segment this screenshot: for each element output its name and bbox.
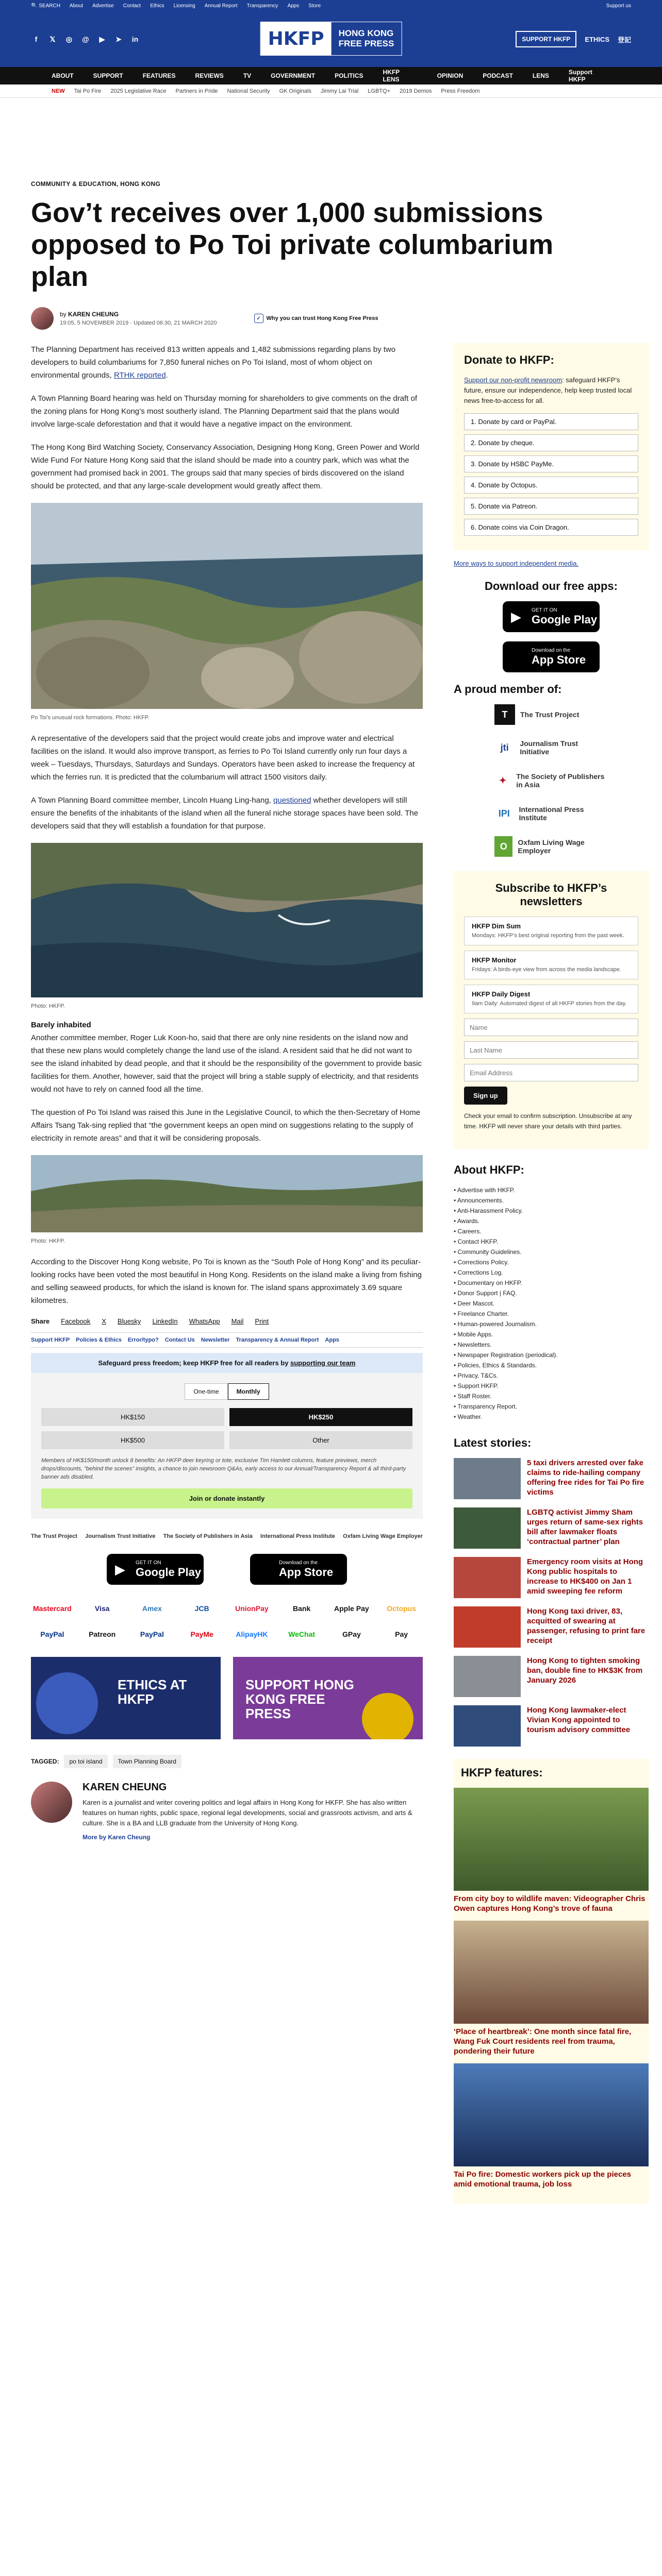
trending-link[interactable]: 2025 Legislative Race	[110, 88, 167, 94]
store-small-text: Download on the	[279, 1560, 318, 1566]
about-link[interactable]: • Freelance Charter.	[454, 1309, 649, 1319]
share-x[interactable]: X	[102, 1317, 106, 1325]
support-button[interactable]: SUPPORT HKFP	[516, 31, 576, 47]
amount-option[interactable]: HK$500	[41, 1431, 224, 1449]
payment-logo: Bank	[293, 1604, 311, 1613]
top-link[interactable]: Licensing	[173, 3, 195, 9]
feature-story[interactable]	[454, 1788, 649, 1913]
logo-text	[332, 22, 402, 55]
amount-option-selected[interactable]: HK$250	[229, 1408, 412, 1426]
trust-link[interactable]	[254, 314, 378, 323]
more-ways-link[interactable]: More ways to support independent media.	[454, 560, 579, 567]
about-link[interactable]: • Staff Roster.	[454, 1391, 649, 1401]
newsletter-option[interactable]	[464, 917, 638, 945]
feature-story[interactable]	[454, 2063, 649, 2189]
top-utility-bar	[0, 0, 662, 11]
page-content	[0, 180, 662, 2213]
coast-image	[31, 843, 423, 997]
safeguard-banner	[31, 1353, 423, 1373]
telegram-icon[interactable]: ➤	[115, 35, 122, 43]
trust-icon: ✓	[254, 314, 263, 323]
about-link[interactable]: • Community Guidelines.	[454, 1247, 649, 1257]
about-link[interactable]: • Deer Mascot.	[454, 1298, 649, 1309]
last-name-input[interactable]	[464, 1041, 638, 1059]
payment-logo: PayPal	[40, 1630, 64, 1638]
footer-link[interactable]: Transparency & Annual Report	[236, 1337, 319, 1343]
footer-link[interactable]: Contact Us	[164, 1337, 195, 1343]
paragraph-text: whether developers will still ensure the benefits of the inhabitants of the island when all the funeral niche storage spaces have been sold. The developers said that they will establish a foundation for that purpose.	[31, 796, 419, 831]
nav-item[interactable]: OPINION	[437, 72, 464, 79]
newsletter-note: Check your email to confirm subscription. Unsubscribe at any time. HKFP will never share your details with third parties.	[464, 1112, 632, 1130]
byline	[31, 307, 631, 330]
member-name: The Society of Publishers in Asia	[516, 772, 605, 789]
tags-row	[31, 1755, 423, 1768]
latest-title: Latest stories:	[454, 1436, 532, 1449]
about-link[interactable]: • Newsletters.	[454, 1340, 649, 1350]
google-play-icon: ▶	[115, 1562, 125, 1577]
about-title: About HKFP:	[454, 1163, 524, 1176]
share-mail[interactable]: Mail	[231, 1317, 244, 1325]
jti-icon: jti	[500, 742, 509, 753]
ipi-icon: IPI	[498, 808, 510, 819]
language-link[interactable]: 登記	[617, 36, 631, 44]
trending-link[interactable]: Tai Po Fire	[74, 88, 102, 94]
member-logos-row	[31, 1533, 423, 1539]
newsletter-option[interactable]	[464, 985, 638, 1013]
logo-oxfam[interactable]: Oxfam Living Wage Employer	[343, 1533, 423, 1539]
footer-link[interactable]: Error/typo?	[127, 1337, 159, 1343]
logo-ipi[interactable]: International Press Institute	[260, 1533, 335, 1539]
share-linkedin[interactable]: LinkedIn	[152, 1317, 178, 1325]
share-facebook[interactable]: Facebook	[61, 1317, 91, 1325]
donate-widget	[454, 343, 649, 550]
newsletter-title: Subscribe to HKFP’s newsletters	[495, 882, 607, 908]
payment-logo: Visa	[94, 1604, 110, 1613]
nav-item[interactable]: LENS	[532, 72, 549, 79]
story-title: Emergency room visits at Hong Kong public hospitals to increase to HK$400 on Jan 1 amid sweeping fee reform	[527, 1557, 643, 1596]
google-play-icon: ▶	[511, 609, 521, 624]
photo-caption: Photo: HKFP.	[31, 1238, 65, 1244]
logo-line2: FREE PRESS	[338, 39, 394, 48]
feature-image	[454, 1788, 649, 1891]
signup-button[interactable]: Sign up	[464, 1087, 507, 1105]
payment-methods	[31, 1599, 423, 1643]
social-links	[31, 34, 140, 44]
oxfam-icon: O	[494, 836, 512, 857]
author-avatar-large	[31, 1782, 72, 1823]
nav-item[interactable]: Support HKFP	[568, 69, 592, 83]
story-title: Hong Kong taxi driver, 83, acquitted of swearing at passenger, refusing to print fare receipt	[527, 1607, 646, 1645]
app-store-button[interactable]	[503, 641, 600, 672]
feature-title: Tai Po fire: Domestic workers pick up the pieces amid emotional trauma, job loss	[454, 2170, 631, 2189]
donate-option[interactable]: 3. Donate by HSBC PayMe.	[464, 455, 638, 472]
author-box	[31, 1782, 423, 1841]
trending-bar	[0, 84, 662, 98]
latest-story[interactable]	[454, 1606, 649, 1648]
frequency-toggle	[41, 1383, 412, 1400]
publish-dates: 19:05, 5 NOVEMBER 2019 · Updated 06:30, 21 MARCH 2020	[60, 320, 217, 326]
paragraph: The Planning Department has received 813 written appeals and 1,482 submissions regarding plans by two developers to build columbariums for 7,850 funeral niches on Po Toi Island, most of whom object on environmental grounds, RTHK reported.	[31, 345, 396, 380]
member-name: Oxfam Living Wage Employer	[518, 838, 585, 855]
paragraph: According to the Discover Hong Kong website, Po Toi is known as the “South Pole of Hong Kong” and its peculiar-looking rocks have been voted the most beautiful in Hong Kong. Residents on the island make a living from fishing and selling seaweed products, for which the island is known for. The island spans approximately 3.69 square kilometres.	[31, 1258, 422, 1305]
about-link[interactable]: • Corrections Log.	[454, 1267, 649, 1278]
search-label: SEARCH	[39, 3, 60, 9]
nav-item[interactable]: PODCAST	[483, 72, 513, 79]
site-logo[interactable]	[260, 22, 402, 56]
about-link[interactable]: • Newspaper Registration (periodical).	[454, 1350, 649, 1360]
more-by-author-link[interactable]: More by Karen Cheung	[82, 1834, 151, 1841]
sopa-icon: ✦	[499, 775, 507, 786]
amount-options	[41, 1408, 412, 1449]
store-small-text: GET IT ON	[532, 607, 557, 613]
newsletter-name: HKFP Daily Digest	[472, 990, 531, 998]
banner-text: ETHICS AT HKFP	[118, 1677, 187, 1707]
nav-item[interactable]: ABOUT	[52, 72, 74, 79]
trending-link[interactable]: Partners in Pride	[175, 88, 218, 94]
newsletter-desc: 9am Daily: Automated digest of all HKFP stories from the day.	[472, 1001, 627, 1007]
store-big-text: Google Play	[136, 1565, 202, 1579]
about-link[interactable]: • Policies, Ethics & Standards.	[454, 1360, 649, 1370]
member-name: The Trust Project	[520, 710, 580, 719]
trending-link[interactable]: National Security	[227, 88, 270, 94]
article-title: Gov’t receives over 1,000 submissions opposed to Po Toi private columbarium plan	[31, 197, 554, 292]
trending-link[interactable]: Press Freedom	[441, 88, 480, 94]
about-link[interactable]: • Anti-Harassment Policy.	[454, 1206, 649, 1216]
top-link[interactable]: Transparency	[246, 3, 278, 9]
article-photo-island	[31, 1155, 423, 1235]
newsletter-desc: Mondays: HKFP’s best original reporting from the past week.	[472, 933, 624, 939]
paragraph-text: A Town Planning Board committee member, Lincoln Huang Ling-hang,	[31, 796, 271, 805]
rocks-image	[31, 503, 423, 709]
member-logo[interactable]	[494, 836, 608, 857]
about-link[interactable]: • Mobile Apps.	[454, 1329, 649, 1340]
share-label: Share	[31, 1317, 50, 1325]
store-big-text: App Store	[279, 1565, 334, 1579]
story-thumbnail	[454, 1507, 521, 1549]
toggle-monthly[interactable]: Monthly	[228, 1383, 269, 1400]
about-link[interactable]: • Careers.	[454, 1226, 649, 1236]
story-thumbnail	[454, 1458, 521, 1499]
store-small-text: Download on the	[532, 647, 571, 653]
trending-link[interactable]: GK Originals	[279, 88, 311, 94]
about-link[interactable]: • Transparency Report.	[454, 1401, 649, 1412]
nav-item[interactable]: REVIEWS	[195, 72, 224, 79]
story-thumbnail	[454, 1705, 521, 1747]
email-input[interactable]	[464, 1064, 638, 1081]
apps-title: Download our free apps:	[485, 580, 618, 592]
paragraph: A representative of the developers said that the project would create jobs and improve water and electrical facilities on the island. It would also improve transport, as ferries to Po Toi Island currently only run four days a week – Tuesdays, Thursdays, Saturdays and Sundays. Operators have been asked to increase the frequency at which the ferries run. It is predicted that the columbarium will attract 1500 visitors daily.	[31, 734, 415, 782]
newsletter-option[interactable]	[464, 951, 638, 979]
member-title: A proud member of:	[454, 683, 562, 696]
two-column-layout	[31, 343, 646, 2213]
island-image	[31, 1155, 423, 1232]
about-link[interactable]: • Weather.	[454, 1412, 649, 1422]
latest-story[interactable]	[454, 1705, 649, 1747]
support-banner[interactable]	[233, 1657, 423, 1739]
safeguard-text: Safeguard press freedom; keep HKFP free for all readers by	[98, 1359, 289, 1367]
tag[interactable]: po toi island	[64, 1755, 107, 1768]
story-thumbnail	[454, 1557, 521, 1598]
logo-trust-project[interactable]: The Trust Project	[31, 1533, 77, 1539]
share-print[interactable]: Print	[255, 1317, 269, 1325]
about-widget	[454, 1163, 649, 1422]
story-title: Hong Kong to tighten smoking ban, double fine to HK$3K from January 2026	[527, 1656, 643, 1685]
logo-mark: HKFP	[261, 22, 332, 55]
site-header	[0, 11, 662, 67]
member-logo[interactable]	[494, 704, 608, 725]
about-link[interactable]: • Donor Support | FAQ.	[454, 1288, 649, 1298]
footer-link[interactable]: Newsletter	[201, 1337, 230, 1343]
about-link[interactable]: • Privacy, T&Cs.	[454, 1370, 649, 1381]
youtube-icon[interactable]: ▶	[99, 35, 105, 43]
payment-logo: PayMe	[190, 1630, 213, 1638]
about-list	[454, 1185, 649, 1422]
newsletter-widget	[454, 871, 649, 1149]
latest-story[interactable]	[454, 1458, 649, 1499]
payment-logo: Amex	[142, 1604, 162, 1613]
toggle-one-time[interactable]: One-time	[185, 1383, 227, 1400]
join-button[interactable]: Join or donate instantly	[41, 1488, 412, 1509]
nav-item[interactable]: SUPPORT	[93, 72, 123, 79]
facebook-icon[interactable]: f	[35, 35, 38, 43]
top-link[interactable]: Ethics	[150, 3, 164, 9]
section-subheading: Barely inhabited	[31, 1021, 91, 1029]
logo-line1: HONG KONG	[338, 28, 394, 39]
share-bluesky[interactable]: Bluesky	[117, 1317, 141, 1325]
by-label: by	[60, 311, 67, 318]
story-title: LGBTQ activist Jimmy Sham urges return of same-sex rights bill after lawmaker floats ‘contractual partner’ plan	[527, 1508, 643, 1546]
nav-item[interactable]: FEATURES	[142, 72, 176, 79]
member-logo[interactable]	[494, 737, 608, 758]
payment-logo: Mastercard	[33, 1604, 72, 1613]
features-widget	[454, 1759, 649, 2204]
payment-logo: PayPal	[140, 1630, 164, 1638]
nav-item[interactable]: TV	[243, 72, 252, 79]
first-name-input[interactable]	[464, 1019, 638, 1036]
paragraph	[31, 794, 423, 833]
nav-item[interactable]: HKFP LENS	[383, 69, 400, 83]
member-logo[interactable]	[494, 803, 608, 824]
top-link[interactable]: Store	[308, 3, 321, 9]
feature-image	[454, 2063, 649, 2166]
top-link[interactable]: Annual Report	[204, 3, 238, 9]
payment-logo: Patreon	[89, 1630, 116, 1638]
support-newsroom-link[interactable]: Support our non-profit newsroom	[464, 376, 562, 384]
newsletter-desc: Fridays: A birds-eye view from across the media landscape.	[472, 967, 621, 973]
story-thumbnail	[454, 1606, 521, 1648]
author-info	[82, 1782, 423, 1841]
story-title: Hong Kong lawmaker-elect Vivian Kong appointed to tourism advisory committee	[527, 1706, 631, 1734]
article-body	[31, 343, 423, 2213]
latest-story[interactable]	[454, 1656, 649, 1697]
share-whatsapp[interactable]: WhatsApp	[189, 1317, 220, 1325]
photo-caption: Po Toi’s unusual rock formations. Photo: HKFP.	[31, 715, 150, 721]
payment-logo: UnionPay	[235, 1604, 269, 1613]
story-thumbnail	[454, 1656, 521, 1697]
member-logo[interactable]	[494, 770, 608, 791]
donate-option[interactable]: 4. Donate by Octopus.	[464, 477, 638, 494]
amount-option-other[interactable]: Other	[229, 1431, 412, 1449]
member-benefits-note: Members of HK$150/month unlock 8 benefits: An HKFP deer keyring or tote, exclusive Tim Hamlett columns, feature previews, merch drops/discounts, "behind the scenes" insights, a chance to join newsroom Q&As, early access to our Annual/Transparency Report & all third-party banner ads disabled.	[41, 1458, 406, 1480]
linkedin-icon[interactable]: in	[131, 35, 139, 43]
about-link[interactable]: • Human-powered Journalism.	[454, 1319, 649, 1329]
payment-logo: WeChat	[288, 1630, 316, 1638]
footer-link[interactable]: Support HKFP	[31, 1337, 70, 1343]
payment-logo: AlipayHK	[236, 1630, 268, 1638]
footer-links	[31, 1332, 423, 1348]
about-link[interactable]: • Support HKFP.	[454, 1381, 649, 1391]
about-link[interactable]: • Announcements.	[454, 1195, 649, 1206]
promo-banners	[31, 1657, 423, 1739]
byline-text	[60, 311, 217, 326]
new-badge: NEW	[52, 88, 65, 94]
threads-icon[interactable]: @	[82, 35, 89, 43]
about-link[interactable]: • Awards.	[454, 1216, 649, 1226]
payment-logo: GPay	[342, 1630, 361, 1638]
rthk-link[interactable]: RTHK reported	[113, 371, 166, 380]
donate-text-body: : safeguard HKFP’s future, ensure our independence, help keep trusted local news free-to-access for all.	[464, 376, 632, 404]
paragraph: The question of Po Toi Island was raised this June in the Legislative Council, to which the then-Secretary of Home Affairs Tsang Tak-sing replied that “the government keeps an open mind on suggestions relating to the supply of electricity in remote areas” and that it will be considering proposals.	[31, 1108, 421, 1143]
top-link[interactable]: Contact	[123, 3, 141, 9]
newsletter-name: HKFP Monitor	[472, 956, 517, 964]
donate-option[interactable]: 5. Donate via Patreon.	[464, 498, 638, 515]
payment-logo: Apple Pay	[334, 1604, 369, 1613]
trending-link[interactable]: Jimmy Lai Trial	[320, 88, 359, 94]
top-link[interactable]: About	[69, 3, 84, 9]
app-store-button[interactable]	[250, 1554, 347, 1585]
store-big-text: App Store	[532, 653, 586, 666]
payment-logo: Pay	[395, 1630, 408, 1638]
google-play-button[interactable]	[107, 1554, 204, 1585]
donate-option[interactable]: 1. Donate by card or PayPal.	[464, 413, 638, 430]
instagram-icon[interactable]: ◎	[65, 35, 73, 43]
tag[interactable]: Town Planning Board	[113, 1755, 181, 1768]
store-big-text: Google Play	[532, 613, 598, 626]
paragraph-text: The Planning Department has received 813 written appeals and 1,482 submissions regarding plans by two developers to build columbariums for 7,850 funeral niches on Po Toi Island, most of whom object on environmental grounds,	[31, 345, 396, 380]
banner-text: SUPPORT HONG KONG FREE PRESS	[245, 1677, 354, 1721]
member-name: International Press Institute	[519, 805, 584, 822]
payment-logo: Octopus	[387, 1604, 417, 1613]
logo-sopa[interactable]: The Society of Publishers in Asia	[163, 1533, 253, 1539]
logo-jti[interactable]: Journalism Trust Initiative	[85, 1533, 156, 1539]
paragraph: The Hong Kong Bird Watching Society, Conservancy Association, Designing Hong Kong, Green Power and World Wide Fund For Nature Hong Kong said that the island should be made into a country park, which was what the government had promised back in 2001. The groups said that many species of birds discovered on the island should be protected, and that any large-scale development would greatly affect them.	[31, 443, 420, 490]
feature-image	[454, 1921, 649, 2024]
trust-project-icon: T	[494, 704, 515, 725]
donate-form	[31, 1373, 423, 1519]
footer-link[interactable]: Apps	[325, 1337, 339, 1343]
about-link[interactable]: • Contact HKFP.	[454, 1236, 649, 1247]
trust-label: Why you can trust Hong Kong Free Press	[266, 315, 378, 321]
member-name: Journalism Trust Initiative	[520, 739, 578, 756]
payment-logo: JCB	[194, 1604, 209, 1613]
nav-item[interactable]: POLITICS	[335, 72, 363, 79]
app-store-row	[31, 1554, 423, 1585]
amount-option[interactable]: HK$150	[41, 1408, 224, 1426]
latest-story[interactable]	[454, 1507, 649, 1549]
nav-item[interactable]: GOVERNMENT	[271, 72, 316, 79]
about-link[interactable]: • Corrections Policy.	[454, 1257, 649, 1267]
questioned-link[interactable]: questioned	[273, 796, 311, 805]
supporting-link[interactable]: supporting our team	[290, 1359, 356, 1367]
ethics-link[interactable]: ETHICS	[585, 35, 609, 43]
google-play-button[interactable]	[503, 601, 600, 632]
article-photo-coast	[31, 843, 423, 1000]
feature-title: ‘Place of heartbreak’: One month since fatal fire, Wang Fuk Court residents reel from trauma, pondering their future	[454, 2027, 632, 2056]
paragraph: Another committee member, Roger Luk Koon-ho, said that there are only nine residents on the island now and that these new plans would completely change the land use of the island. A resident said that he did not want to see the island inhabited by dead people, and that it should be the responsibility of the government to provide basic facilities for them. Another, however, said that the project will bring a stable supply of electricity, and that residents would not have to rely on canned food all the time.	[31, 1033, 422, 1094]
donate-title: Donate to HKFP:	[464, 353, 554, 366]
top-link[interactable]: Apps	[287, 3, 300, 9]
main-nav	[0, 67, 662, 84]
features-title: HKFP features:	[461, 1766, 543, 1779]
article-photo-rocks	[31, 503, 423, 711]
feature-story[interactable]	[454, 1921, 649, 2056]
sidebar	[454, 343, 649, 2213]
donate-option[interactable]: 2. Donate by cheque.	[464, 434, 638, 451]
donate-option[interactable]: 6. Donate coins via Coin Dragon.	[464, 519, 638, 536]
footer-link[interactable]: Policies & Ethics	[76, 1337, 122, 1343]
author-avatar	[31, 307, 54, 330]
share-row	[31, 1317, 423, 1325]
author-name[interactable]: KAREN CHEUNG	[82, 1782, 167, 1793]
story-title: 5 taxi drivers arrested over fake claims to ride-hailing company offering free rides for Tai Po fire victims	[527, 1459, 644, 1497]
about-link[interactable]: • Documentary on HKFP.	[454, 1278, 649, 1288]
trending-link[interactable]: 2019 Demos	[400, 88, 432, 94]
tags-label: TAGGED:	[31, 1758, 59, 1765]
paragraph: A Town Planning Board hearing was held on Thursday morning for shareholders to give comments on the draft of the zoning plans for Hong Kong’s most southerly island. The Planning Department said that the plans would involve large-scale deforestation and that it would have a negative impact on the environment.	[31, 394, 418, 429]
x-icon[interactable]: 𝕏	[49, 35, 56, 43]
trending-link[interactable]: LGBTQ+	[368, 88, 391, 94]
newsletter-name: HKFP Dim Sum	[472, 922, 521, 930]
header-actions	[516, 31, 631, 47]
search-link[interactable]: 🔍 SEARCH	[31, 3, 60, 9]
author-bio: Karen is a journalist and writer covering politics and legal affairs in Hong Kong for HKFP. She has also written features on human rights, public space, regional legal developments, social and grassroots activism, and arts & culture. She is a BA and LLB graduate from the University of Hong Kong.	[82, 1799, 412, 1827]
author-link[interactable]: KAREN CHEUNG	[68, 311, 119, 318]
about-link[interactable]: • Advertise with HKFP.	[454, 1185, 649, 1195]
top-link-support[interactable]: Support us	[606, 3, 631, 9]
article-category[interactable]: COMMUNITY & EDUCATION, HONG KONG	[31, 180, 161, 188]
top-link[interactable]: Advertise	[92, 3, 114, 9]
ethics-banner[interactable]	[31, 1657, 221, 1739]
latest-story[interactable]	[454, 1557, 649, 1598]
member-list	[454, 704, 649, 857]
photo-caption: Photo: HKFP.	[31, 1003, 65, 1009]
store-small-text: GET IT ON	[136, 1560, 161, 1566]
feature-title: From city boy to wildlife maven: Videographer Chris Owen captures Hong Kong’s trove of fauna	[454, 1894, 646, 1913]
donate-text	[464, 375, 638, 406]
